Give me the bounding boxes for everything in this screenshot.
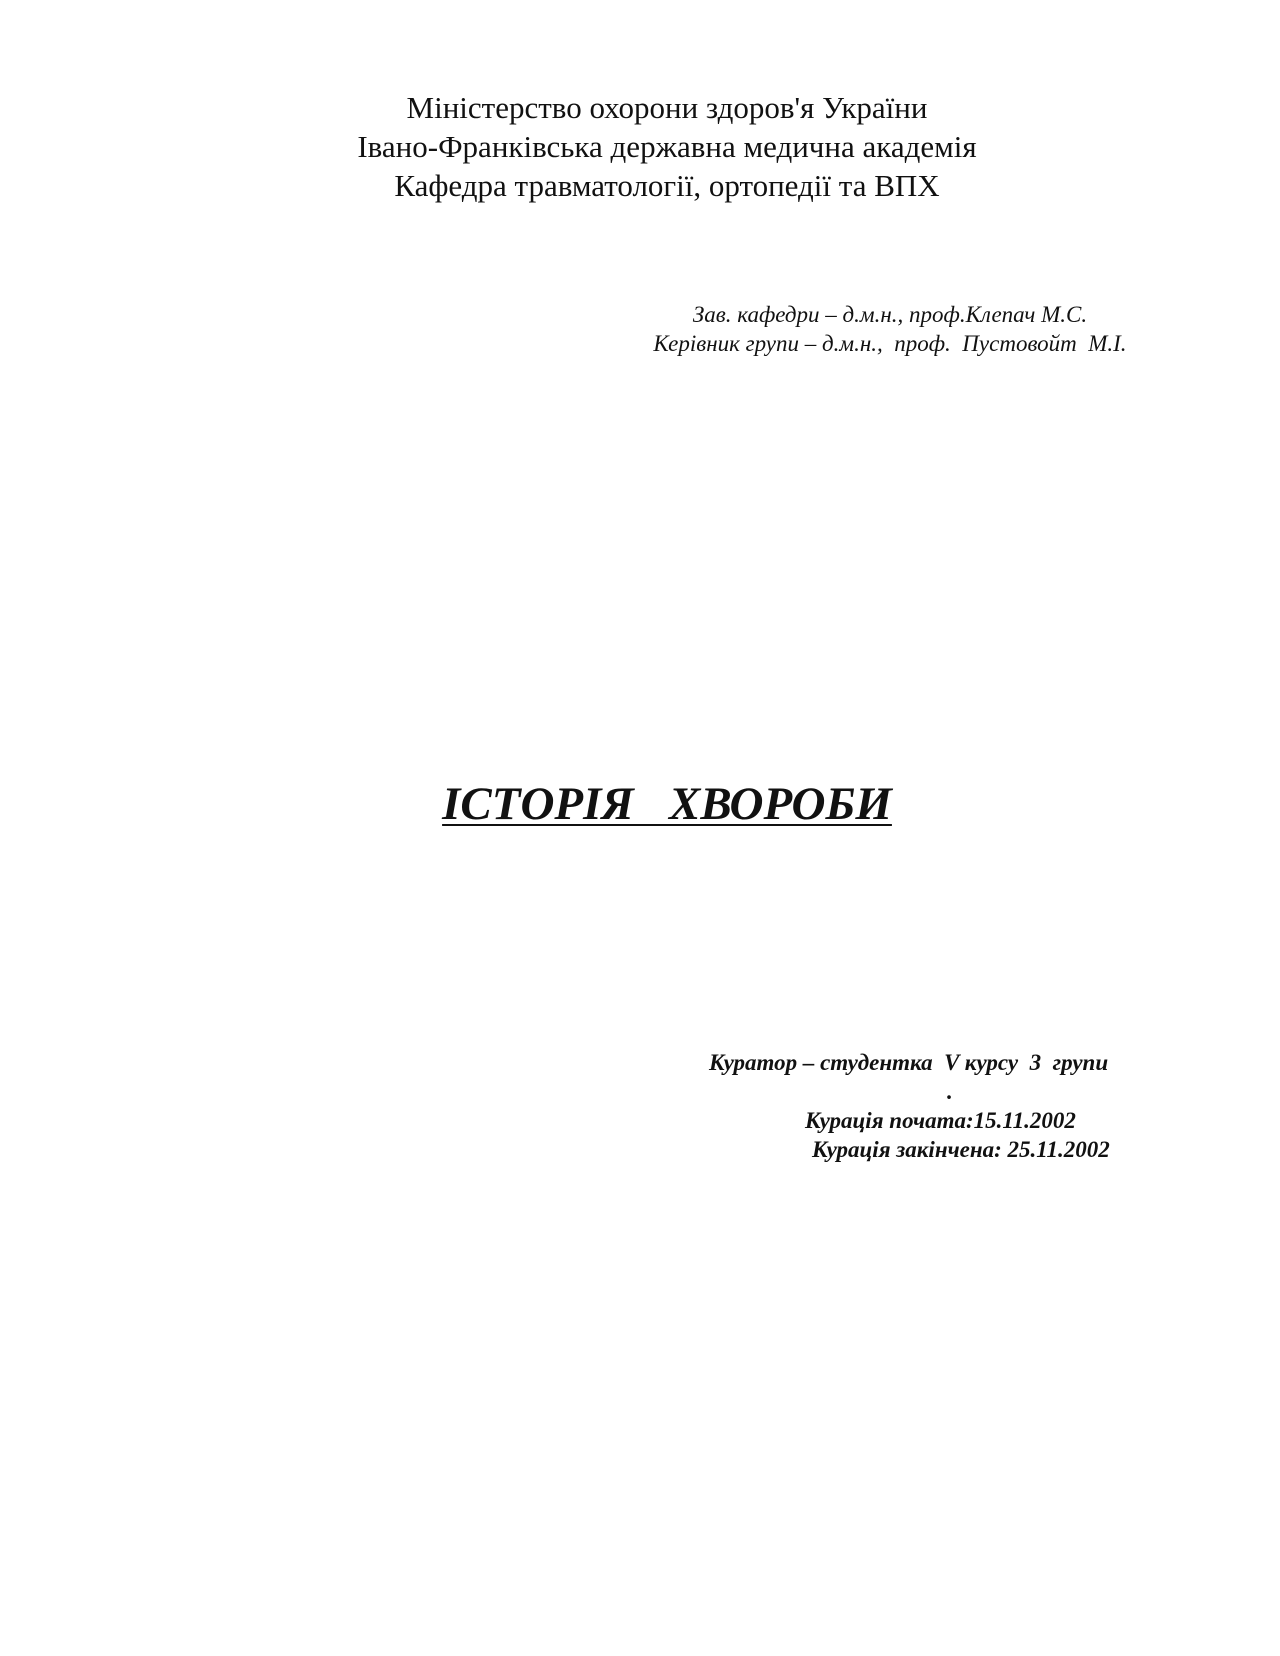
document-title: ІСТОРІЯ ХВОРОБИ [442,778,892,830]
curator-dot: . [947,1079,953,1104]
institution-header [0,88,1280,205]
academy-name: Івано-Франківська державна медична академія [357,129,977,164]
curation-end-date: Курація закінчена: 25.11.2002 [812,1137,1110,1162]
curator-info [690,1048,1170,1164]
head-of-department: Зав. кафедри – д.м.н., проф.Клепач М.С. [692,302,1088,327]
group-supervisor: Керівник групи – д.м.н., проф. Пустовойт М.І. [653,331,1127,356]
curator-student: Куратор – студентка V курсу 3 групи [709,1050,1109,1075]
curation-start-date: Курація почата:15.11.2002 [805,1108,1076,1133]
staff-info [600,300,1180,358]
ministry-name: Міністерство охорони здоров'я України [406,90,928,125]
department-name: Кафедра травматології, ортопедії та ВПХ [394,168,940,203]
